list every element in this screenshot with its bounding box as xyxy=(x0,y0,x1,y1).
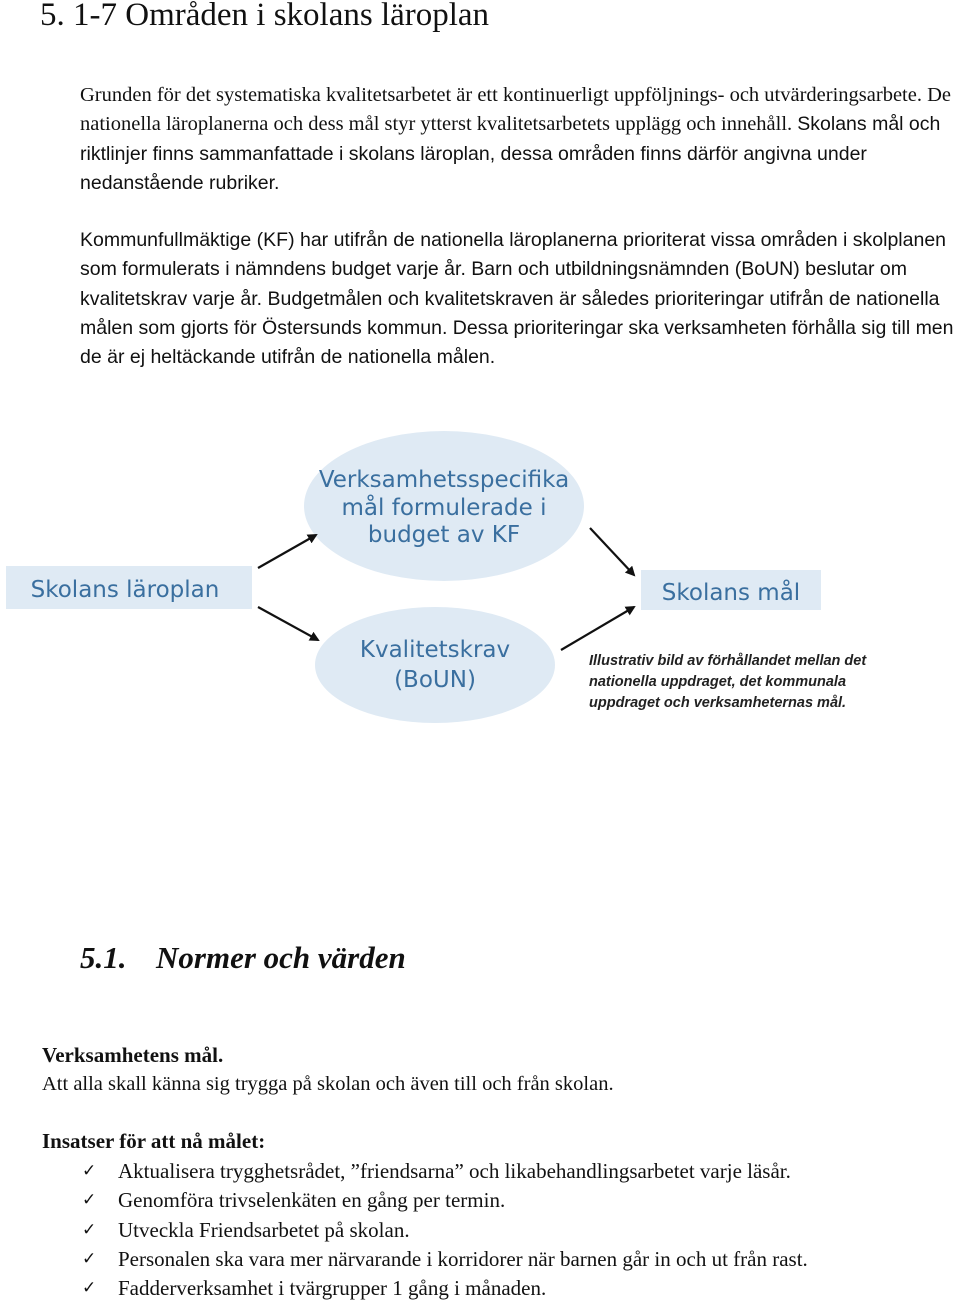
kf-paragraph xyxy=(80,226,960,372)
diagram-caption-line2: nationella uppdraget, det kommunala xyxy=(589,674,847,690)
relationship-diagram xyxy=(0,425,960,725)
checkmark-icon: ✓ xyxy=(82,1190,97,1211)
kf-goals-line1: Verksamhetsspecifika xyxy=(318,467,570,493)
list-item: ✓ Aktualisera trygghetsrådet, ”friendsarna” och likabehandlingsarbetet varje läsår. xyxy=(42,1157,808,1186)
curriculum-label: Skolans läroplan xyxy=(30,577,220,603)
diagram-caption-line1: Illustrativ bild av förhållandet mellan det xyxy=(589,653,867,669)
intro-paragraph xyxy=(80,81,960,198)
kf-goals-line3: budget av KF xyxy=(367,522,521,548)
section-heading xyxy=(80,938,406,978)
efforts-title: Insatser för att nå målet: xyxy=(42,1129,266,1153)
checkmark-icon: ✓ xyxy=(82,1161,97,1181)
arrow-quality-to-school-goals xyxy=(561,607,634,650)
intro-part1: Grunden för det systematiska kvalitetsarbetet är ett kontinuerligt uppföljnings- och utvärderingsarbete. De nationella läroplanerna och dess mål styr ytterst kvalitetsarbetets upplägg och innehåll. xyxy=(80,84,951,136)
arrow-curriculum-to-quality xyxy=(258,607,318,640)
kf-goals-line2: mål formulerade i xyxy=(341,495,547,521)
checkmark-icon: ✓ xyxy=(82,1219,97,1240)
list-item: ✓ Fadderverksamhet i tvärgrupper 1 gång i månaden. xyxy=(42,1274,808,1303)
section-title: Normer och värden xyxy=(156,940,406,975)
section-number: 5.1. xyxy=(80,940,127,975)
quality-requirements-ellipse xyxy=(315,607,555,723)
page-heading: 5. 1-7 Områden i skolans läroplan xyxy=(40,0,490,33)
arrow-curriculum-to-kf xyxy=(258,535,316,568)
checkmark-icon: ✓ xyxy=(82,1248,97,1269)
goal-text: Att alla skall känna sig trygga på skolan och även till och från skolan. xyxy=(42,1073,614,1095)
list-item: ✓ Genomföra trivselenkäten en gång per termin. xyxy=(42,1186,808,1215)
quality-requirements-line1: Kvalitetskrav xyxy=(359,637,511,663)
intro-part2: Skolans mål och riktlinjer finns sammanfattade i skolans läroplan, dessa områden finns därför angivna under nedanstående rubriker. xyxy=(80,113,941,194)
quality-requirements-line2: (BoUN) xyxy=(394,667,476,693)
arrow-kf-to-school-goals xyxy=(590,528,634,575)
kf-paragraph-text: Kommunfullmäktige (KF) har utifrån de nationella läroplanerna prioriterat vissa områden i skolplanen som formulerats i nämndens budget varje år. Barn och utbildningsnämnden (BoUN) beslutar om kvalitetskrav varje år. Budgetmålen och kvalitetskraven är således prioriteringar utifrån de nationella målen som gjorts för Östersunds kommun. Dessa prioriteringar ska verksamheten förhålla sig till men de är ej heltäckande utifrån de nationella målen. xyxy=(80,229,954,369)
goal-title: Verksamhetens mål. xyxy=(42,1043,224,1067)
efforts-list xyxy=(42,1157,808,1303)
list-item: ✓ Utveckla Friendsarbetet på skolan. xyxy=(42,1216,808,1245)
list-item: ✓ Personalen ska vara mer närvarande i korridorer när barnen går in och ut från rast. xyxy=(42,1245,808,1274)
school-goals-label: Skolans mål xyxy=(661,580,801,606)
checkmark-icon: ✓ xyxy=(82,1278,97,1299)
diagram-caption-line3: uppdraget och verksamheternas mål. xyxy=(589,695,847,711)
